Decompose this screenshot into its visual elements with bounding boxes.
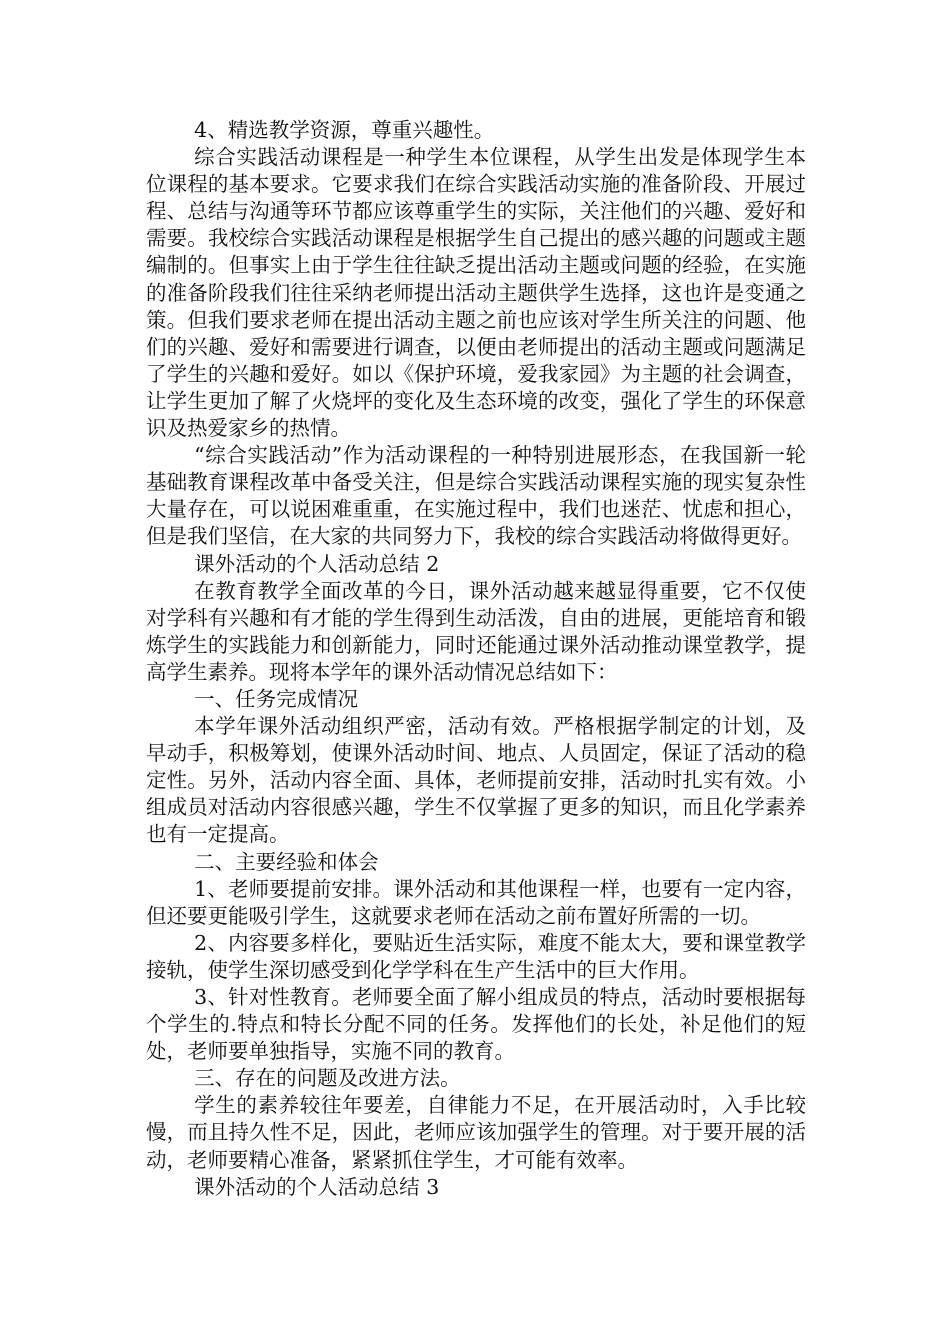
paragraph-conclusion: “综合实践活动”作为活动课程的一种特别进展形态，在我国新一轮基础教育课程改革中备受关注，但是综合实践活动课程实施的现实复杂性大量存在，可以说困难重重，在实施过程中，我们也迷茫、忧虑和担心，但是我们坚信，在大家的共同努力下，我校的综合实践活动将做得更好。	[146, 443, 806, 549]
document-body	[146, 117, 806, 1201]
subheading-experience: 二、主要经验和体会	[194, 849, 379, 874]
paragraph-intro-2: 在教育教学全面改革的今日，课外活动越来越显得重要，它不仅使对学科有兴趣和有才能的学生得到生动活泼，自由的进展，更能培育和锻炼学生的实践能力和创新能力，同时还能通过课外活动推动课堂教学，提高学生素养。现将本学年的课外活动情况总结如下：	[146, 578, 806, 684]
subheading-task-completion: 一、任务完成情况	[194, 686, 359, 711]
paragraph-experience-3: 3、针对性教育。老师要全面了解小组成员的特点，活动时要根据每个学生的.特点和特长分配不同的任务。发挥他们的长处，补足他们的短处，老师要单独指导，实施不同的教育。	[146, 985, 806, 1064]
paragraph-experience-1: 1、老师要提前安排。课外活动和其他课程一样，也要有一定内容，但还要更能吸引学生，这就要求老师在活动之前布置好所需的一切。	[146, 876, 806, 928]
paragraph-student-centered: 综合实践活动课程是一种学生本位课程，从学生出发是体现学生本位课程的基本要求。它要求我们在综合实践活动实施的准备阶段、开展过程、总结与沟通等环节都应该尊重学生的实际，关注他们的兴趣、爱好和需要。我校综合实践活动课程是根据学生自己提出的感兴趣的问题或主题编制的。但事实上由于学生往往缺乏提出活动主题或问题的经验，在实施的准备阶段我们往往采纳老师提出活动主题供学生选择，这也许是变通之策。但我们要求老师在提出活动主题之前也应该对学生所关注的问题、他们的兴趣、爱好和需要进行调查，以便由老师提出的活动主题或问题满足了学生的兴趣和爱好。如以《保护环境，爱我家园》为主题的社会调查，让学生更加了解了火烧坪的变化及生态环境的改变，强化了学生的环保意识及热爱家乡的热情。	[146, 145, 806, 441]
section-title-3: 课外活动的个人活动总结 3	[194, 1174, 440, 1199]
subheading-problems: 三、存在的问题及改进方法。	[194, 1066, 461, 1091]
paragraph-task-completion: 本学年课外活动组织严密，活动有效。严格根据学制定的计划，及早动手，积极筹划，使课外活动时间、地点、人员固定，保证了活动的稳定性。另外，活动内容全面、具体，老师提前安排，活动时扎实有效。小组成员对活动内容很感兴趣，学生不仅掌握了更多的知识，而且化学素养也有一定提高。	[146, 714, 806, 847]
paragraph-problems: 学生的素养较往年要差，自律能力不足，在开展活动时，入手比较慢，而且持久性不足，因此，老师应该加强学生的管理。对于要开展的活动，老师要精心准备，紧紧抓住学生，才可能有效率。	[146, 1093, 806, 1172]
section-title-2: 课外活动的个人活动总结 2	[194, 551, 440, 576]
item-4-heading: 4、精选教学资源，尊重兴趣性。	[194, 118, 495, 142]
paragraph-experience-2: 2、内容要多样化，要贴近生活实际，难度不能太大，要和课堂教学接轨，使学生深切感受到化学学科在生产生活中的巨大作用。	[146, 930, 806, 982]
